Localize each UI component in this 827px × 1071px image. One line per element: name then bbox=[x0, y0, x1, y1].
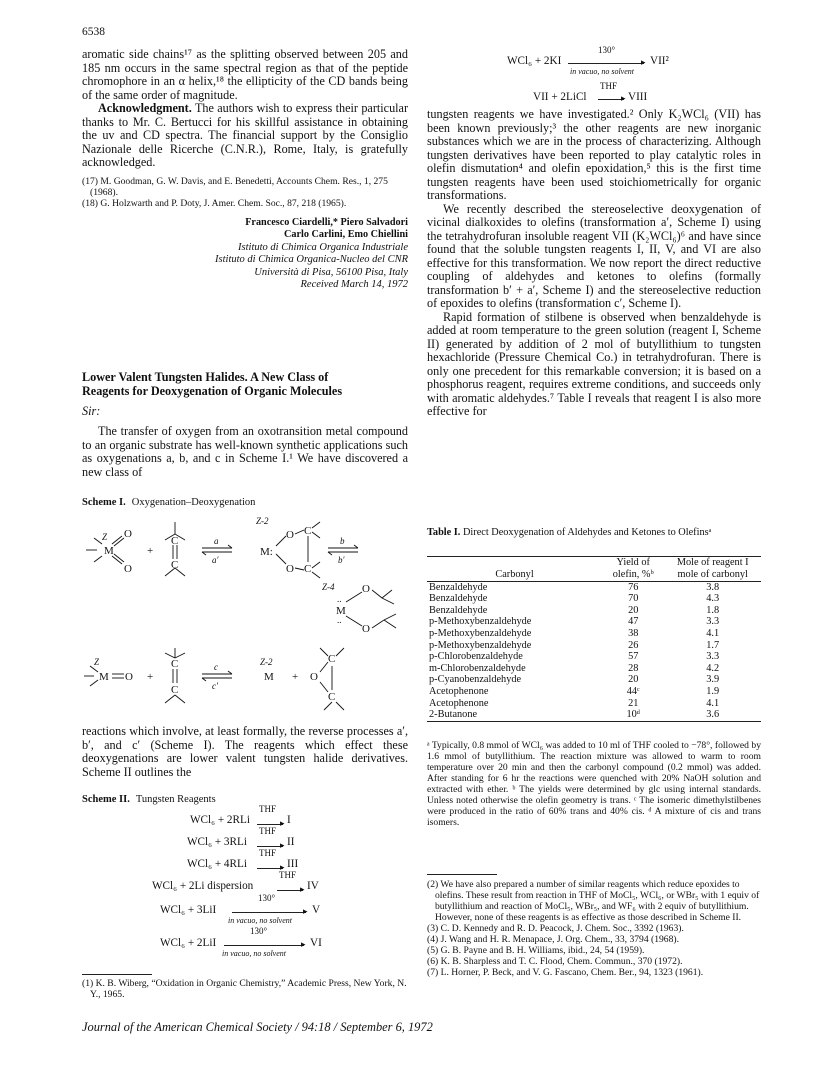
signature-block bbox=[82, 217, 408, 292]
received-date: Received March 14, 1972 bbox=[300, 279, 408, 290]
product: VI bbox=[310, 937, 322, 949]
left-paragraph-1 bbox=[82, 425, 408, 479]
condition-above: THF bbox=[259, 848, 277, 858]
cell-yield: 28 bbox=[628, 662, 639, 674]
right-column-text bbox=[427, 108, 761, 419]
cell-yield: 38 bbox=[628, 627, 639, 639]
z2-label-b: Z-2 bbox=[260, 657, 273, 667]
acknowledgment bbox=[82, 102, 408, 170]
cell-carbonyl: Benzaldehyde bbox=[429, 593, 488, 605]
reactants: VII + 2LiCl bbox=[533, 91, 587, 103]
header-yield: Yield of olefin, %ᵇ bbox=[612, 557, 654, 580]
article-title bbox=[82, 370, 408, 398]
svg-text:O: O bbox=[124, 563, 132, 575]
article-title-line-1: Lower Valent Tungsten Halides. A New Class of bbox=[82, 370, 329, 384]
table-row bbox=[427, 581, 761, 593]
product: II bbox=[287, 836, 295, 848]
transfer-paragraph: The transfer of oxygen from an oxotransition metal compound to an organic substrate has well-known synthetic applications such as oxygenations a, b, and c in Scheme I.¹ We have discovered a new class of bbox=[82, 424, 408, 479]
cell-carbonyl: Benzaldehyde bbox=[429, 581, 488, 593]
condition-above: THF bbox=[279, 870, 297, 880]
reactants: WCl₆ + 2Li dispersion bbox=[152, 880, 254, 892]
footnote-4: (4) J. Wang and H. R. Menapace, J. Org. Chem., 33, 3794 (1968). bbox=[427, 934, 679, 945]
cell-yield: 21 bbox=[628, 697, 639, 709]
intro-paragraph: aromatic side chains¹⁷ as the splitting observed between 205 and 185 nm occurs in the same spectral region as that of the peptide chromophore in an α helix,¹⁸ the ellipticity of the CD bands being of the same order of magnitude. bbox=[82, 47, 408, 102]
svg-text:+: + bbox=[147, 545, 154, 557]
table-row bbox=[427, 605, 761, 617]
cell-carbonyl: p-Cyanobenzaldehyde bbox=[429, 674, 522, 686]
cell-mole-ratio: 3.3 bbox=[706, 651, 720, 663]
scheme-2-title bbox=[82, 794, 216, 805]
condition-above: 130° bbox=[250, 926, 268, 936]
footnote-1-text: (1) K. B. Wiberg, “Oxidation in Organic Chemistry,” Academic Press, New York, N. Y., 1965. bbox=[82, 978, 407, 1000]
affiliation-1: Istituto di Chimica Organica Industriale bbox=[238, 241, 408, 253]
reactants: WCl₆ + 2RLi bbox=[190, 814, 250, 826]
svg-text:O: O bbox=[125, 671, 133, 683]
label-a-prime: a′ bbox=[212, 555, 219, 565]
cell-yield: 44ᶜ bbox=[626, 685, 640, 697]
reactants: WCl₆ + 3LiI bbox=[160, 904, 217, 916]
article-title-line-2: Reagents for Deoxygenation of Organic Molecules bbox=[82, 384, 343, 398]
cell-carbonyl: Acetophenone bbox=[429, 697, 489, 709]
svg-text:M:: M: bbox=[260, 546, 273, 558]
cell-yield: 20 bbox=[628, 674, 639, 686]
cell-yield: 76 bbox=[628, 581, 639, 593]
table-1 bbox=[427, 556, 761, 722]
scheme-1-diagram bbox=[82, 510, 412, 715]
affiliation-3: Università di Pisa, 56100 Pisa, Italy bbox=[254, 266, 408, 278]
cell-yield: 20 bbox=[628, 604, 639, 616]
left-column bbox=[82, 48, 408, 292]
cell-yield: 47 bbox=[628, 616, 639, 628]
condition-below: in vacuo, no solvent bbox=[222, 949, 286, 958]
svg-text:C: C bbox=[171, 658, 179, 670]
affiliation-2: Istituto di Chimica Organica-Nucleo del CNR bbox=[215, 254, 408, 265]
reactants: WCl₆ + 2KI bbox=[507, 55, 562, 67]
cell-mole-ratio: 4.2 bbox=[706, 662, 720, 674]
footnote-17: (17) M. Goodman, G. W. Davis, and E. Benedetti, Accounts Chem. Res., 1, 275 (1968). bbox=[82, 175, 388, 198]
cell-mole-ratio: 3.6 bbox=[706, 709, 720, 721]
product: VII² bbox=[650, 55, 669, 67]
svg-text:M: M bbox=[99, 671, 109, 683]
scheme-2-caption: Tungsten Reagents bbox=[135, 794, 216, 805]
header-mole-ratio: Mole of reagent I mole of carbonyl bbox=[676, 557, 749, 580]
svg-text:C: C bbox=[171, 684, 179, 696]
table-1-title: Direct Deoxygenation of Aldehydes and Ketones to Olefinsᵃ bbox=[462, 527, 712, 538]
svg-text:+: + bbox=[292, 671, 299, 683]
cell-carbonyl: 2-Butanone bbox=[429, 709, 478, 721]
right-paragraph-1: tungsten reagents we have investigated.² Only K₂WCl₆ (VII) has been known previously;³ the other reagents are new inorganic substances which we are in the process of characterizing. Although tungsten derivatives have been reported to play catalytic roles in olefin dismutation⁴ and olefin epoxidation,⁵ this is the first time tungsten reagents have been used stoichiometrically for organic transformations. bbox=[427, 107, 761, 202]
cell-mole-ratio: 3.3 bbox=[706, 616, 720, 628]
svg-text:C: C bbox=[171, 535, 179, 547]
cell-mole-ratio: 4.1 bbox=[706, 627, 720, 639]
author-names-2: Carlo Carlini, Emo Chiellini bbox=[284, 229, 408, 240]
cell-carbonyl: m-Chlorobenzaldehyde bbox=[429, 662, 526, 674]
footnotes-17-18 bbox=[82, 176, 408, 209]
svg-text:+: + bbox=[147, 671, 154, 683]
condition-above: THF bbox=[259, 826, 277, 836]
svg-text:M: M bbox=[264, 671, 274, 683]
table-row bbox=[427, 686, 761, 698]
right-paragraph-3: Rapid formation of stilbene is observed when benzaldehyde is added at room temperature to the green solution (reagent I, Scheme II) generated by addition of 2 mol of butyllithium to tungsten hexachloride (Pressure Chemical Co.) in tetrahydrofuran. There is only one precedent for this remarkable conversion; it is based on a phosphorus reagent, requires extreme conditions, and succeeds only with aromatic aldehydes.⁷ Table I reveals that reagent I is also more effective for bbox=[427, 309, 761, 418]
table-1-caption bbox=[427, 527, 761, 539]
z-label-2: Z bbox=[94, 657, 100, 667]
footnote-7: (7) L. Horner, P. Beck, and V. G. Fascano, Chem. Ber., 94, 1323 (1961). bbox=[427, 967, 704, 978]
label-c-prime: c′ bbox=[212, 681, 218, 691]
footnote-5: (5) G. B. Payne and B. H. Williams, ibid., 24, 54 (1959). bbox=[427, 945, 645, 956]
table-row bbox=[427, 628, 761, 640]
table-row bbox=[427, 616, 761, 628]
product: IV bbox=[307, 880, 319, 892]
table-row bbox=[427, 663, 761, 675]
salutation: Sir: bbox=[82, 404, 101, 418]
label-c: c bbox=[214, 662, 218, 672]
cell-carbonyl: p-Methoxybenzaldehyde bbox=[429, 627, 532, 639]
cell-carbonyl: p-Chlorobenzaldehyde bbox=[429, 651, 523, 663]
scheme-1-caption: Oxygenation–Deoxygenation bbox=[131, 497, 256, 508]
scheme-1-title bbox=[82, 497, 255, 508]
condition-above: THF bbox=[259, 804, 277, 814]
svg-text:O: O bbox=[310, 671, 318, 683]
svg-text:O: O bbox=[124, 528, 132, 540]
svg-text:M: M bbox=[336, 605, 346, 617]
condition-below: in vacuo, no solvent bbox=[228, 916, 292, 925]
table-1-notes: ᵃ Typically, 0.8 mmol of WCl₆ was added to 10 ml of THF cooled to −78°, followed by 1.6 mmol of butyllithium. The reaction mixture was allowed to warm to room temperature over 20 min and then the carbonyl compound (0.2 mmol) was added. After standing for 6 hr the reactions were quenched with 20% NaOH solution and extracted with ether. ᵇ The yields were determined by glc using internal standards. Unless noted otherwise the olefin geometry is trans. ᶜ The isomeric dimethylstilbenes were produced in the ratio of 60% trans and 40% cis. ᵈ A mixture of cis and trans isomers. bbox=[427, 740, 761, 828]
product: VIII bbox=[628, 91, 648, 103]
z4-label: Z-4 bbox=[322, 582, 335, 592]
right-paragraph-2: We recently described the stereoselective deoxygenation of vicinal dialkoxides to olefins (transformation a′, Scheme I) using the tetrahydrofuran insoluble reagent VII (K₂WCl₆)⁶ and have since found that the soluble tungsten reagents I, II, V, and VI are also effective for this transformation. We now report the direct reductive coupling of aldehydes and ketones to olefins (formally transformation b′ + a′, Scheme I) and the stereoselective reduction of epoxides to olefins (transformation c′, Scheme I). bbox=[427, 201, 761, 310]
label-a: a bbox=[214, 536, 219, 546]
cell-carbonyl: p-Methoxybenzaldehyde bbox=[429, 616, 532, 628]
svg-text:C: C bbox=[304, 525, 312, 537]
table-1-label: Table I. bbox=[427, 527, 461, 538]
cell-yield: 70 bbox=[628, 593, 639, 605]
cell-mole-ratio: 1.9 bbox=[706, 685, 720, 697]
svg-text:C: C bbox=[304, 563, 312, 575]
condition-above: THF bbox=[600, 81, 618, 91]
condition-below: in vacuo, no solvent bbox=[570, 67, 634, 76]
cell-yield: 26 bbox=[628, 639, 639, 651]
footnote-rule-left bbox=[82, 974, 152, 975]
footnote-1 bbox=[82, 978, 408, 1000]
table-row bbox=[427, 651, 761, 663]
table-row bbox=[427, 674, 761, 686]
svg-text:O: O bbox=[362, 583, 370, 595]
ack-title: Acknowledgment. bbox=[98, 101, 192, 115]
footnote-rule-right bbox=[427, 874, 497, 875]
cell-mole-ratio: 4.3 bbox=[706, 593, 720, 605]
ack-body: The authors wish to express their particular thanks to Mr. C. Bertucci for his skillful assistance in obtaining the uv and CD spectra. The financial support by the Consiglio Nazionale delle Ricerche (C.N.R.), Rome, Italy, is gratefully acknowledged. bbox=[82, 101, 409, 169]
svg-text:C: C bbox=[328, 691, 336, 703]
product: III bbox=[287, 858, 299, 870]
table-row bbox=[427, 640, 761, 652]
cell-mole-ratio: 1.8 bbox=[706, 604, 720, 616]
label-b-prime: b′ bbox=[338, 555, 345, 565]
svg-text:C: C bbox=[171, 559, 179, 571]
table-row bbox=[427, 593, 761, 605]
table-row bbox=[427, 709, 761, 721]
cell-carbonyl: Benzaldehyde bbox=[429, 604, 488, 616]
z-label: Z bbox=[102, 532, 108, 542]
footnote-3: (3) C. D. Kennedy and R. D. Peacock, J. Chem. Soc., 3392 (1963). bbox=[427, 923, 684, 934]
cell-yield: 57 bbox=[628, 651, 639, 663]
label-b: b bbox=[340, 536, 345, 546]
scheme-2-label: Scheme II. bbox=[82, 794, 130, 805]
cell-mole-ratio: 3.9 bbox=[706, 674, 720, 686]
footnote-18: (18) G. Holzwarth and P. Doty, J. Amer. Chem. Soc., 87, 218 (1965). bbox=[82, 197, 347, 209]
product: V bbox=[312, 904, 321, 916]
left-paragraph-2 bbox=[82, 725, 408, 779]
cell-mole-ratio: 4.1 bbox=[706, 697, 720, 709]
svg-text:O: O bbox=[362, 623, 370, 635]
svg-text:O: O bbox=[286, 529, 294, 541]
reactants: WCl₆ + 4RLi bbox=[187, 858, 247, 870]
cell-mole-ratio: 3.8 bbox=[706, 581, 720, 593]
svg-text:C: C bbox=[328, 653, 336, 665]
svg-text:M: M bbox=[104, 545, 114, 557]
svg-text:..: .. bbox=[337, 594, 342, 604]
z2-label-a: Z-2 bbox=[256, 516, 269, 526]
footnote-2: (2) We have also prepared a number of similar reagents which reduce epoxides to olefins. These result from reaction in THF of MoCl₅, WCl₆, or WBr₅ with 1 equiv of butyllithium and reaction of MoCl₅, WBr₅, and WF₆ with 2 equiv of butyllithium. However, none of these reagents is as effective as those described in Scheme II. bbox=[427, 879, 760, 923]
footnote-6: (6) K. B. Sharpless and T. C. Flood, Chem. Commun., 370 (1972). bbox=[427, 956, 683, 967]
condition-above: 130° bbox=[258, 893, 276, 903]
condition-above: 130° bbox=[598, 45, 616, 55]
svg-text:O: O bbox=[286, 563, 294, 575]
svg-text:..: .. bbox=[337, 615, 342, 625]
product: I bbox=[287, 814, 291, 826]
cell-mole-ratio: 1.7 bbox=[706, 639, 720, 651]
reactants: WCl₆ + 2LiI bbox=[160, 937, 217, 949]
right-footnotes bbox=[427, 879, 761, 978]
table-1-body bbox=[427, 581, 761, 721]
table-row bbox=[427, 698, 761, 710]
author-names-1: Francesco Ciardelli,* Piero Salvadori bbox=[245, 216, 408, 228]
scheme-1-label: Scheme I. bbox=[82, 497, 126, 508]
reverse-processes-paragraph: reactions which involve, at least formally, the reverse processes a′, b′, and c′ (Scheme I). The reagents which effect these deoxygenations are lower valent tungsten halide derivatives. Scheme II outlines the bbox=[82, 724, 408, 779]
cell-yield: 10ᵈ bbox=[626, 709, 640, 721]
header-carbonyl: Carbonyl bbox=[495, 569, 534, 580]
journal-footer: Journal of the American Chemical Society / 94:18 / September 6, 1972 bbox=[82, 1020, 433, 1034]
reactants: WCl₆ + 3RLi bbox=[187, 836, 247, 848]
page-number: 6538 bbox=[82, 26, 105, 38]
cell-carbonyl: Acetophenone bbox=[429, 685, 489, 697]
cell-carbonyl: p-Methoxybenzaldehyde bbox=[429, 639, 532, 651]
